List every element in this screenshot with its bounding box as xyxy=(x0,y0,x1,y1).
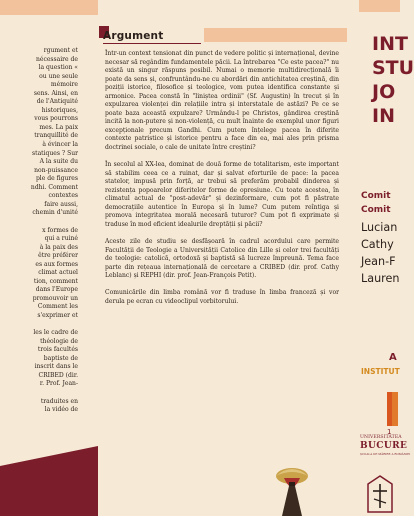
committee-headings xyxy=(361,189,391,217)
peace-sculpture-image xyxy=(262,456,322,516)
middle-column xyxy=(99,0,347,516)
committee-names xyxy=(361,219,400,287)
argument-title: Argument xyxy=(103,30,164,42)
left-bottom-band xyxy=(0,466,98,516)
right-top-band xyxy=(359,0,400,12)
argument-text xyxy=(105,50,339,315)
argument-paragraph-3: Aceste zile de studiu se desfășoară în cadrul acordului care permite Facultății de Teologie a Universității Catolice din Lille și celor trei facultăți de teologie: catolică, ortodoxă și baptistă să lucreze împreună. Tema face parte din rețeaua internațională de cercetare a CRIBED (dir. prof. Cathy Leblanc) și REPHI (dir. prof. Jean-François Petit). xyxy=(105,238,339,280)
argument-underline xyxy=(103,43,201,44)
committee-line-2: Comit xyxy=(361,205,391,215)
argument-band xyxy=(204,28,347,42)
university-subtitle: ȘCOALA DE MĂRIRE A ROMÂNIEI xyxy=(360,452,411,456)
logo-number: 1 xyxy=(387,428,392,436)
left-bottom-decoration xyxy=(0,446,98,466)
left-paragraph-4: traduites en la vidéo de xyxy=(40,397,78,414)
title-line-4: IN xyxy=(372,105,395,127)
title-line-2: STU xyxy=(372,57,414,79)
right-column xyxy=(347,0,414,516)
name-2: Cathy xyxy=(361,238,394,251)
cross-emblem-icon xyxy=(363,474,397,514)
left-paragraph-3: les le cadre de théologie de trois facultés baptiste de inscrit dans le CRIBED (dir. r. Prof. Jean- xyxy=(33,329,78,388)
institut-label: INSTITUT xyxy=(361,367,400,376)
organizer-initial: A xyxy=(389,352,397,363)
name-4: Lauren xyxy=(361,272,400,285)
left-paragraph-2: x formes de qui a ruiné à la paix des être préférer es aux formes climat actuel tion, comment dans l'Europe promouvoir un Comment les s'exprimer et xyxy=(32,226,78,319)
name-3: Jean-F xyxy=(361,255,396,268)
left-paragraph-1: rgument et nécessaire de la question « ou une seule mémoire sens. Ainsi, en de l'Antiquité historiques, vous pourrons mes. La paix tranquillité de à évincer la statiques ? Sur A la suite du non-puissance ple de figures ndhi. Comment contextes faire aussi, chemin d'unité xyxy=(30,47,78,217)
argument-paragraph-1: Într-un context tensionat din punct de vedere politic și internațional, devine necesar să regândim fundamentele păcii. La întrebarea "Ce este pacea?" nu există un singur răspuns posibil. Numai o memorie multidirecțională îi poate da sens și, confruntându-ne cu abordări din antichitatea creștină, din poziții istorice, filosofice și teologice, vom putea identifica constante și armonice. Pacea constă în "liniștea ordinii" (Sf. Augustin) în trecut și în expulzarea violenței din relațiile intra și interstatale de astăzi? Pe ce se poate baza această expulzare? Urmându-l pe Christos, gândirea creștină incită la non-putere și non-violență, cu mult înainte de exemplul unor figuri excepționale precum Gandhi. Cum putem înțelege pacea în diferite contexte patristice și istorice pentru a face din ea, mai ales prin prisma doctrinei sociale, o cale de unitate între creștini? xyxy=(105,50,339,152)
event-title xyxy=(372,32,414,128)
title-line-1: INT xyxy=(372,33,408,55)
title-line-3: JO xyxy=(372,81,396,103)
left-top-band xyxy=(0,0,98,15)
argument-header xyxy=(99,0,347,46)
university-city: BUCURE xyxy=(360,441,408,451)
committee-line-1: Comit xyxy=(361,191,391,201)
name-1: Lucian xyxy=(361,221,398,234)
argument-paragraph-4: Comunicările din limba română vor fi traduse în limba franceză și vor derula pe ecran cu videoclipul vorbitorului. xyxy=(105,289,339,305)
argument-paragraph-2: În secolul al XX-lea, dominat de două forme de totalitarism, este important să stabilim ceea ce a ruinat, dar și salvat eforturile de pace: la pacea statelor, impusă prin forță, ar trebui să preferăm probabil dinderea și rezistența popoarelor diferitelor forme de opresiune. Cu toate acestea, în climatul actual de "post-adevăr" și dezinformare, cum pot fi păstrate democrațiile autentice în Europa și în lume? Cum putem reîntiga și promova integritatea morală necesară tuturor? Cum pot fi exprimate și traduse în mod eficient idealurile dreptății și păcii? xyxy=(105,161,339,228)
university-name: UNIVERSITATEA xyxy=(360,435,402,440)
anniversary-logo-icon xyxy=(384,390,400,438)
left-text-block xyxy=(0,47,78,415)
left-column xyxy=(0,0,98,516)
